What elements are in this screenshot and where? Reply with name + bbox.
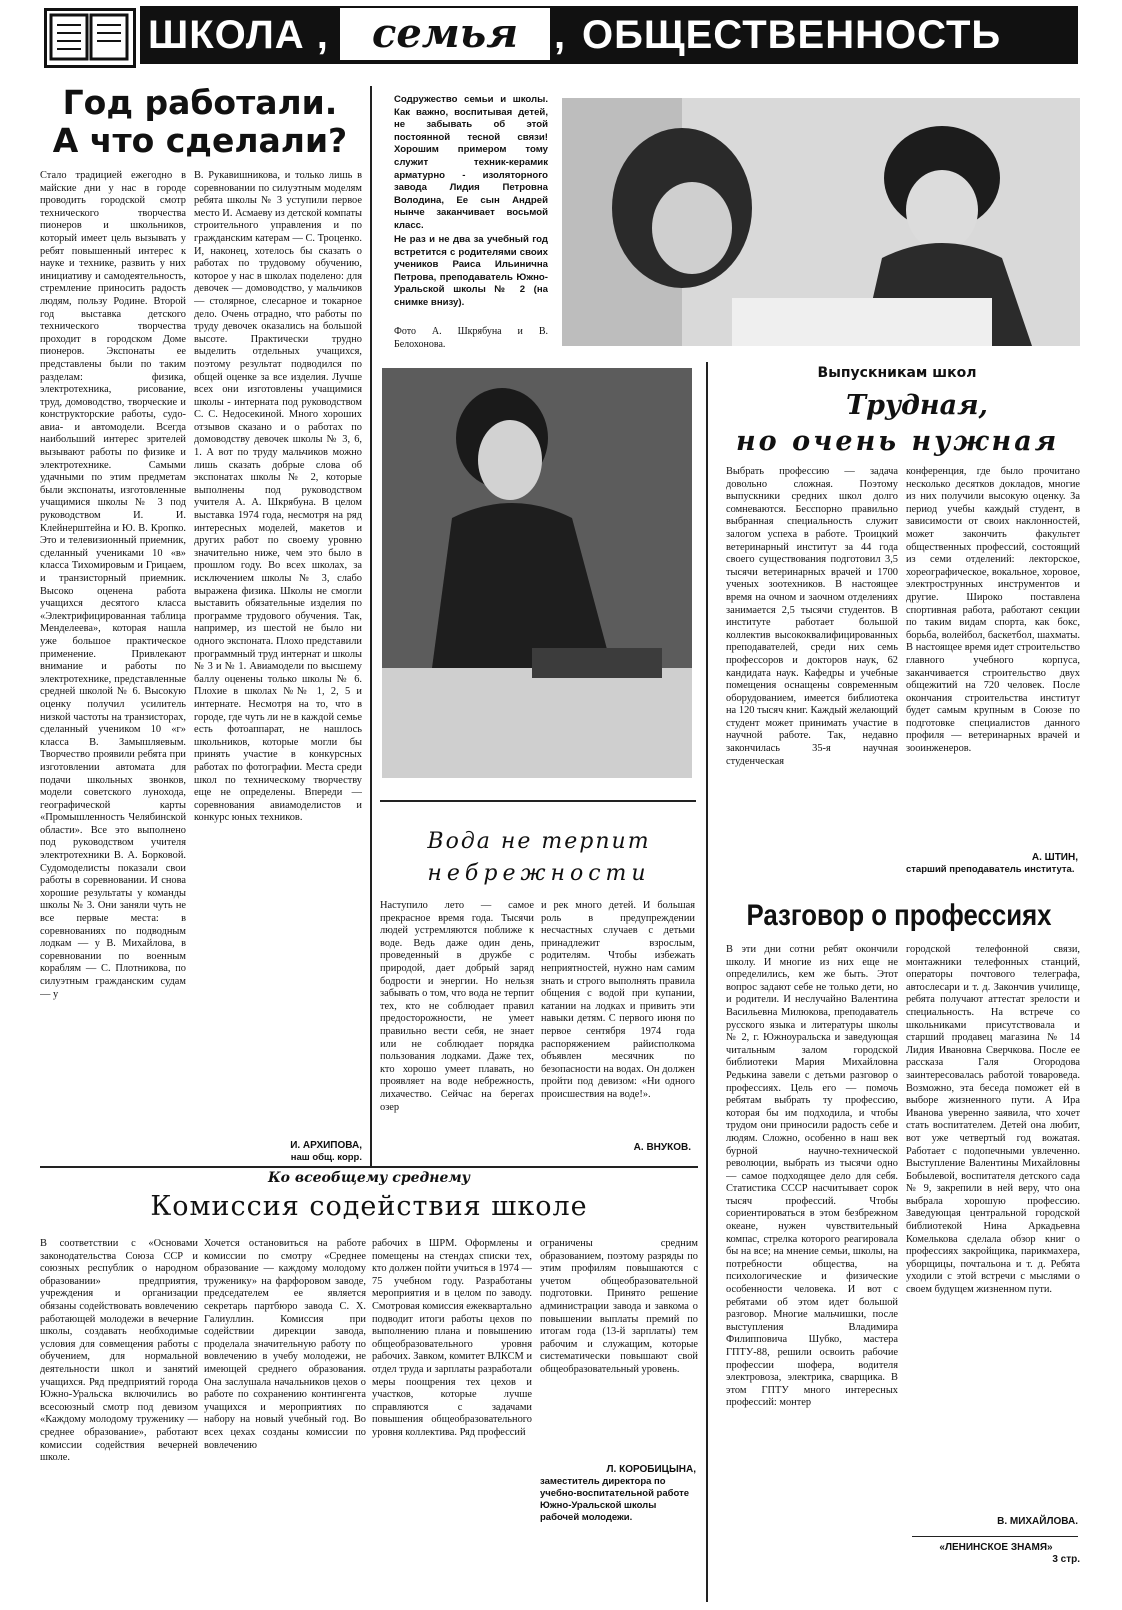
article3-col1: Выбрать профессию — задача довольно сложная. Поэтому выпускники средних школ долго сомневаются. Бесспорно правильно выбранная специальность служит залогом успеха в работе. Троицкий ветеринарный институт за 44 года своего существования подготовил 3,5 тысячи ветеринарных врачей и 1700 ученых зоотехников. В настоящее время на очном и заочном отделениях занимается 2,5 тысячи студентов. В институте работает большой коллектив высококвалифицированных преподавателей, среди них семь профессоров и докторов наук, 62 кандидата наук. Кафедры и учебные помещения оснащены современным оборудованием, имеется библиотека на 120 тысяч книг. Каждый желающий студент может принимать участие в научной работе. Так, недавно закончилась 35-я научная студенческая: [726, 466, 898, 767]
article2-col1: Наступило лето — самое прекрасное время года. Тысячи людей устремляются поближе к воде. Ведь даже один день, проведенный в дружбе с природой, дает добрый заряд бодрости и энергии. Но нельзя забывать о том, что вода не терпит тех, кто не соблюдает правил предосторожности, не умеет правильно вести себя, не знает или не соблюдает порядка пользования лодками. Даже тех, кто хорошо умеет плавать, но проявляет на воде небрежность, лихачество. Сейчас на берегах озер: [380, 900, 534, 1113]
article3-author-name: А. ШТИН,: [1031, 852, 1078, 863]
photo-teacher-illustration: [382, 368, 692, 778]
article3-kicker: Выпускникам школ: [817, 365, 977, 381]
article5-author-name: Л. КОРОБИЦЫНА,: [606, 1464, 696, 1475]
masthead-comma: ,: [554, 13, 566, 57]
masthead: [44, 6, 1078, 66]
article4-author: В. МИХАЙЛОВА.: [997, 1516, 1078, 1527]
divider-vertical-2: [706, 362, 708, 1602]
article5-col3: рабочих в ШРМ. Оформлены и помещены на стендах списки тех, кто должен пойти учиться в 1974 — 75 учебном году. Разработаны мероприятия и в целом по заводу. Смотровая комиссия ежеквартально подводит итоги работы цехов по выполнению плана и повышению общеобразовательного уровня рабочих. Завком, комитет ВЛКСМ и отдел труда и зарплаты разработали меры поощрения тех цехов и участков, которые лучше справляются с задачами повышения общеобразовательного уровня коллектива. Ряд профессий: [372, 1238, 532, 1438]
article5-kicker: Ко всеобщему среднему: [267, 1170, 471, 1186]
article2-col2: и рек много детей. И большая роль в предупреждении несчастных случаев с детьми принадлежит взрослым, родителям. Чтобы избежать неприятностей, нужно нам самим знать и строго выполнять правила общения с водой при купании, катании на лодках и привить эти навыки детям. С первого июня по первое сентября 1974 года распоряжением райисполкома объявлен месячник по безопасности на водах. Он должен пройти под девизом: «Ни одного происшествия на воде!».: [541, 900, 695, 1100]
article1-title-line1: Год работали.: [62, 83, 338, 122]
article3-title: [716, 388, 1082, 460]
article3-title-line1: Трудная,: [846, 390, 988, 421]
article1-title-line2: А что сделали?: [52, 121, 348, 160]
photo-caption-1: Содружество семьи и школы. Как важно, воспитывая детей, не забывать об этой постоянной тесной связи! Хорошим примером тому служит техник-керамик арматурно - изоляторного завода Лидия Петровна Володина, Ее сын Андрей нынче заканчивает восьмой класс.: [394, 94, 548, 231]
article4-title: Разговор о профессиях: [746, 899, 1052, 932]
article5-col2: Хочется остановиться на работе комиссии по смотру «Среднее образование — каждому молодому труженику» на фарфоровом заводе, председателем ее является секретарь партбюро завода С. Х. Галиуллин. Комиссия при содействии дирекции завода, проделала значительную работу по вовлечению в учебу молодежи, не имеющей среднего образования. Она заслушала начальников цехов о работе по сохранению контингента учащихся и мероприятиях по набору на новый учебный год. Во всех цехах созданы комиссии по вовлечению: [204, 1238, 366, 1451]
photo-teacher: [382, 368, 692, 778]
article1-author-role: наш общ. корр.: [290, 1152, 362, 1163]
article4-col2: городской телефонной связи, монтажники телефонных станций, операторы почтового телеграфа, автослесари и т. д. Закончив училище, ребята получают аттестат зрелости и специальность. На встрече со школьниками присутствовала и старший продавец магазина № 14 Лидия Ивановна Сверчкова. После ее рассказа Галя Огородова заинтересовалась работой товароведа. Возможно, эта беседа поможет ей в выборе жизненного пути. А Ира Иванова уверенно заявила, что хочет стать воспитателем. Детей она любит, вот уже четвертый год вожатая. Работает с подопечными увлеченно. Выступление Валентины Михайловны Бобылевой, воспитателя детского сада № 9, закрепили в ней веру, что она выбрала хорошую профессию. Заведующая центральной городской библиотекой Нина Аркадьевна Комелькова сделала обзор книг о профессиях закройщика, парикмахера, уборщицы, почтальона и т. д. Ребята уходили с этой встречи с мыслями о своем будущем жизненном пути.: [906, 944, 1080, 1296]
article2-title: [384, 826, 694, 890]
article4-col1: В эти дни сотни ребят окончили школу. И многие из них еще не определились, кем же быть. Этот вопрос задают себе не только дети, но и родители. И неслучайно Валентина Васильевна Милюкова, преподаватель русского языка и литературы школы № 2, г. Южноуральска и заведующая читальным залом городской библиотеки Мария Михайловна Редькина завели с детьми разговор о профессиях. Цель его — помочь ребятам выбрать ту профессию, которая бы им подходила, и чтобы трудом они приносили радость себе и людям. Сложно, особенно в наш век бурной научно-технической революции, выбрать из тысячи одно — самое подходящее дело для себя. Статистика СССР насчитывает сорок тысяч профессий. Чтобы сориентироваться в этом безбрежном океане, нужен чувствительный компас, стрелка которого реагировала бы на все; на мнение семьи, школы, на потребности общества, на психологические и физические особенности человека. И вот с ребятами об этом идет большой разговор. Многие мальчишки, после выступления Владимира Филипповича Шубко, мастера ГПТУ-88, решили освоить рабочие профессии шофера, водителя электровоза, электрика, сварщика. В этом ГПТУ много интересных профессий: монтер: [726, 944, 898, 1409]
book-icon: [44, 8, 136, 68]
article3-author: [906, 852, 1078, 876]
article2-author: А. ВНУКОВ.: [633, 1142, 691, 1153]
article3-author-role: старший преподаватель института.: [906, 864, 1075, 875]
article5-author-role: заместитель директора по учебно-воспитательной работе Южно-Уральской школы рабочей молодежи.: [540, 1476, 690, 1523]
photo-family-school-illustration: [562, 98, 1080, 346]
article5-col1: В соответствии с «Основами законодательства Союза ССР и союзных республик о народном образовании» предприятия, учреждения и организации обязаны содействовать вовлечению работающей молодежи в вечерние школы, создавать необходимые условия для совмещения работы с обучением, для нормальной деятельности школ и занятий учащихся. Ряд предприятий города Южно-Уральска включились во всесоюзный смотр под девизом «Каждому молодому труженику — среднее образование», работают комиссии содействия вечерней школе.: [40, 1238, 198, 1464]
masthead-left: ШКОЛА ,: [148, 13, 329, 57]
article3-col2: конференция, где было прочитано несколько десятков докладов, многие из них получили высокую оценку. За период учебы каждый студент, в зависимости от своих наклонностей, может закончить факультет общественных профессий, состоящий из семи отделений: лекторское, хореографическое, вокальное, хоровое, электрострунных инструментов и другие. Широко поставлена спортивная работа, работают секции по таким видам спорта, как бокс, борьба, волейбол, баскетбол, шахматы. В настоящее время идет строительство главного учебного корпуса, заканчивается строительство двух общежитий на 720 человек. После окончания строительства институт будет самым крупным в Союзе по подготовке специалистов данного профиля — ветеринарных врачей и зооинженеров.: [906, 466, 1080, 755]
article3-title-line2: но очень нужная: [736, 426, 1060, 457]
article1-title: [40, 84, 360, 160]
divider-horizontal-middle: [380, 800, 696, 802]
footer-page: 3 стр.: [1052, 1554, 1080, 1565]
article1-author: [194, 1140, 362, 1164]
article5-title: Комиссия содействия школе: [150, 1191, 588, 1222]
footer-divider: [912, 1536, 1078, 1537]
photo-caption-2: Не раз и не два за учебный год встретится с родителями своих учеников Раиса Ильинична Петрова, преподаватель Южно-Уральской школы № 2 (на снимке внизу).: [394, 234, 548, 308]
footer-paper: «ЛЕНИНСКОЕ ЗНАМЯ»: [939, 1542, 1053, 1553]
article2-title-line1: Вода не терпит: [427, 829, 651, 854]
photo-credit: Фото А. Шкрябуна и В. Белохонова.: [394, 326, 548, 350]
footer: [912, 1542, 1080, 1566]
divider-vertical-1: [370, 86, 372, 1166]
article1-col2: В. Рукавишникова, и только лишь в соревновании по силуэтным моделям ребята школы № 3 уступили первое место И. Асмаеву из детской компаты строительного управления и по гражданским катерам — С. Троценко. И, наконец, хотелось бы сказать о работах по трудовому обучению, которое у нас в школах поделено: для девочек — домоводство, у мальчиков — столярное, слесарное и токарное дело. Очень отрадно, что работы по труду девочек оказались на большой высоте. Практически трудно выделить отдельных учащихся, поэтому результат подводился по общей оценке за все изделия. Лучше всех они изготовлены учащимися школы - интерната под руководством С. С. Недосекиной. Много хороших отзывов сказано и о работах по домоводству девочек школы № 3, 6, 1. А вот по труду мальчиков можно лишь сказать добрые слова об экспонатах школы № 2, которые выполнены под руководством учителя А. А. Шкрябуна. В целом выставка 1974 года, несмотря на ряд интересных моделей, макетов и других работ по своему уровню значительно ниже, чем это было в прошлом году. Во всех школах, за исключением школы № 3, слабо выражена физика. Школы не смогли выставить обязательные изделия по программе трудового обучения. Так, например, из шестой не было ни одного экспоната. Плохо представили программный труд интернат и школы № 3 и № 1. Авиамодели по высшему баллу оценены только школы № 6. Плохие в школах №№ 1, 2, 5 и интернате. Несмотря на то, что в городе, где чуть ли не в каждой семье есть фотоаппарат, не нашлось школьников, которые могли бы принять участие в конкурсных работах по фотографии. Места среди школ по техническому творчеству еще не определены. Впереди — соревнования авиамоделистов и конкурс юных техников.: [194, 170, 362, 824]
photo-family-school: [562, 98, 1080, 346]
masthead-right: ОБЩЕСТВЕННОСТЬ: [582, 13, 1002, 57]
article2-title-line2: небрежности: [427, 861, 651, 886]
article1-author-name: И. АРХИПОВА,: [290, 1140, 362, 1151]
article5-author: [540, 1464, 696, 1524]
article1-col1: Стало традицией ежегодно в майские дни у нас в городе проводить городской смотр технического творчества пионеров и школьников, который имеет цель вызывать у ребят повышенный интерес к науке и технике, развить у них инициативу и самодеятельность, стремление приносить радость людям, пользу Родине. Второй год выставка детского технического творчества проходит в городском Доме пионеров. Экспонаты ее представлены были по таким разделам: физика, электротехника, рисование, труд, домоводство, творческие и конструкторские работы, судо-авиа- и автомодели. Всегда наибольший интерес зрителей вызывают работы по физике и электротехнике. Самыми удачными по этим предметам были экспонаты, изготовленные учащимися школы № 3 под руководством И. И. Клейнерштейна и Ю. В. Кропко. Это и телевизионный приемник, сделанный учениками 10 «в» класса Тихомировым и Грицаем, и транзисторный приемник. Высоко оценена работа учащихся десятого класса «Электрифицированная таблица Менделеева», которая нашла уже большое практическое применение. Привлекают внимание и работы по электротехнике, представленные средней школой № 6. Высокую оценку получил усилитель низкой частоты на транзисторах, сделанный учеником 10 «г» класса В. Замышляевым. Творчество проявили ребята при изготовлении автомата для подачи школьных звонков, модели советского лунохода, географической карты «Промышленность Челябинской области». Все это выполнено под руководством учителя электротехники В. А. Борковой. Судомоделисты показали свои работы в соревновании. И снова хорошие результаты у команды школы № 3. Они заняли чуть не все первые места: в соревнованиях по подводным лодкам — у В. Михайлова, в соревновании по военным кораблям — С. Плотникова, по силуэтным гражданским судам — у: [40, 170, 186, 1000]
article5-col4: ограничены средним образованием, поэтому разряды по этим профилям повышаются с учетом общеобразовательной подготовки. Принято решение администрации завода и завкома о повышении выплаты премий по итогам года (13-й зарплаты) тем рабочим и служащим, которые систематически повышают свой общеобразовательный уровень.: [540, 1238, 698, 1375]
masthead-middle: семья: [340, 8, 550, 60]
